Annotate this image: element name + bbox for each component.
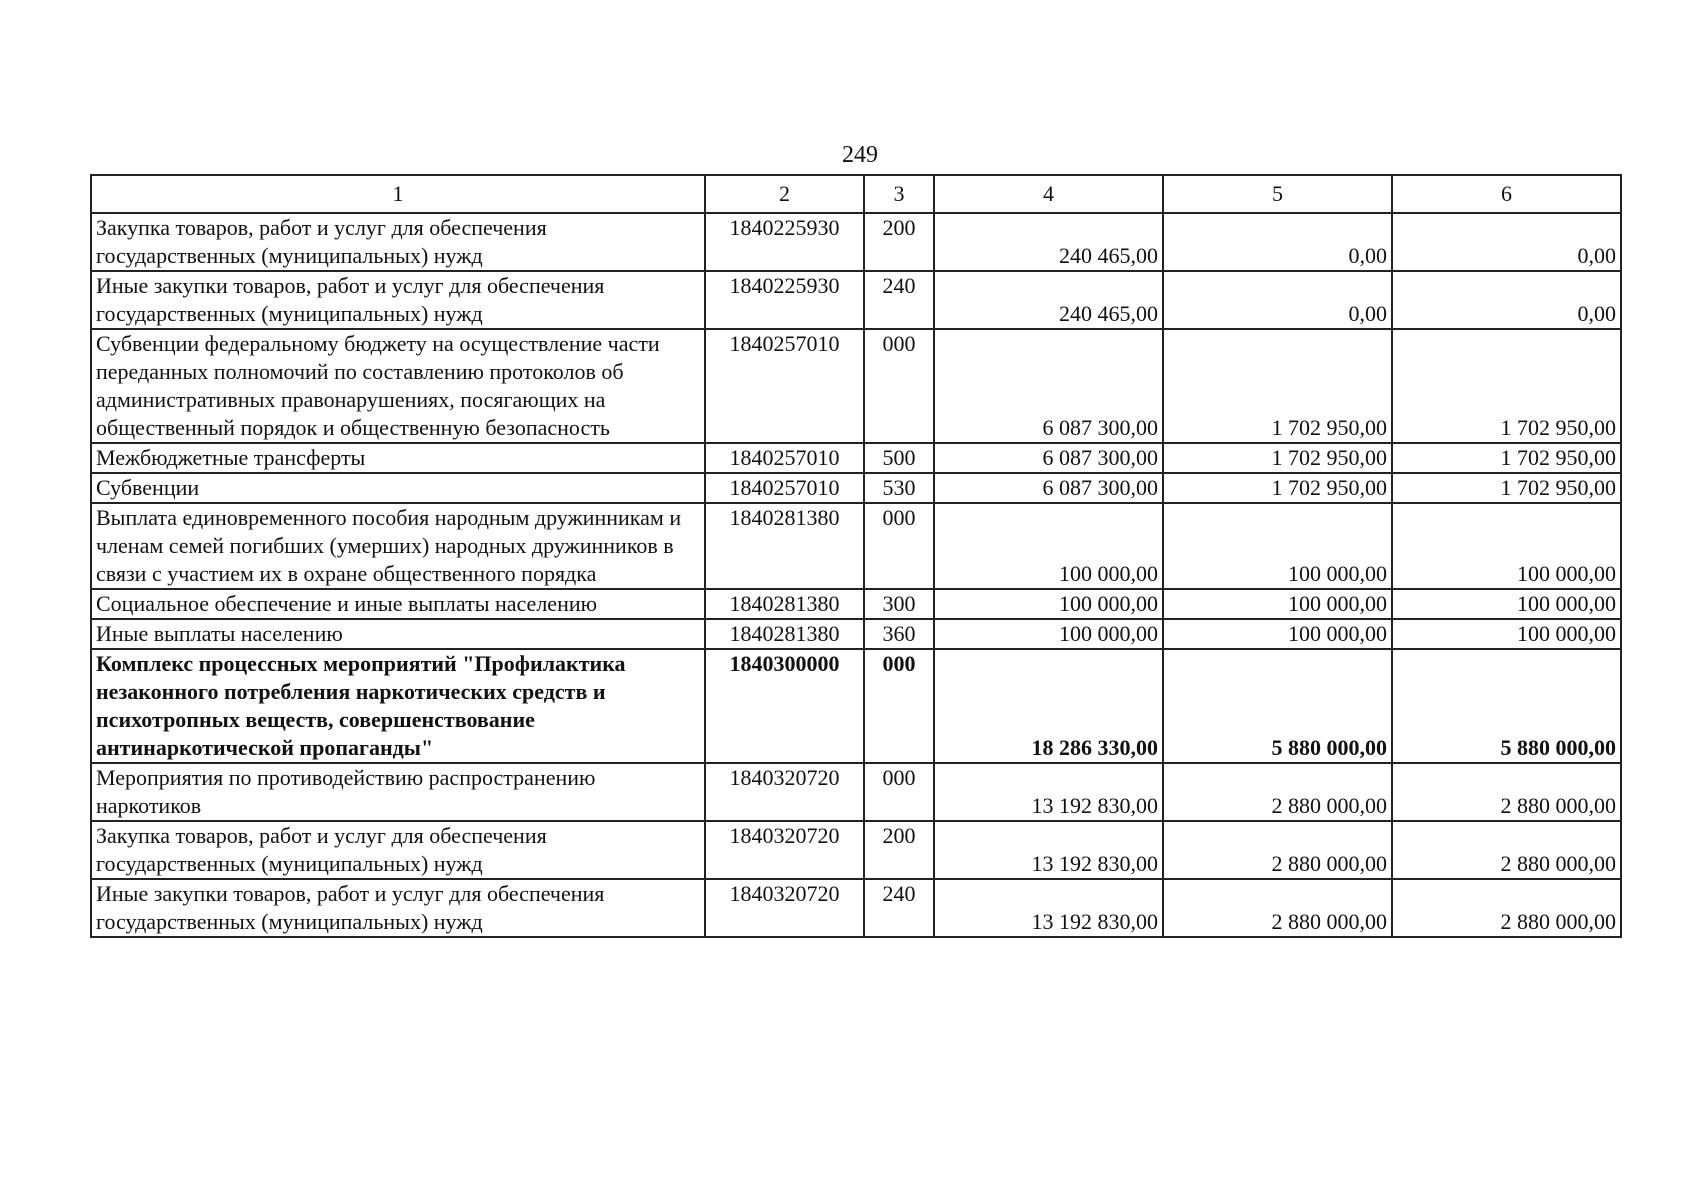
table-row: [91, 763, 1621, 821]
table-row: [91, 271, 1621, 329]
row-value-col4: 6 087 300,00: [934, 473, 1163, 503]
row-value-col5: 1 702 950,00: [1163, 329, 1392, 443]
row-code: 1840281380: [705, 503, 864, 589]
row-value-col6: 2 880 000,00: [1392, 821, 1621, 879]
table-row: [91, 821, 1621, 879]
row-code: 1840320720: [705, 821, 864, 879]
table-row: [91, 473, 1621, 503]
row-value-col5: 100 000,00: [1163, 619, 1392, 649]
column-header: 5: [1163, 175, 1392, 213]
table-row: [91, 879, 1621, 937]
row-value-col6: 100 000,00: [1392, 619, 1621, 649]
page-number: 249: [842, 142, 878, 168]
row-name: Комплекс процессных мероприятий "Профилактика незаконного потребления наркотических средств и психотропных веществ, совершенствование антинаркотической пропаганды": [91, 649, 705, 763]
row-name: Иные закупки товаров, работ и услуг для обеспечения государственных (муниципальных) нужд: [91, 271, 705, 329]
row-value-col5: 0,00: [1163, 271, 1392, 329]
row-code: 1840281380: [705, 589, 864, 619]
row-value-col6: 2 880 000,00: [1392, 879, 1621, 937]
row-value-col5: 0,00: [1163, 213, 1392, 271]
row-value-col4: 13 192 830,00: [934, 821, 1163, 879]
row-value-col5: 1 702 950,00: [1163, 443, 1392, 473]
column-header: 3: [864, 175, 934, 213]
row-value-col4: 100 000,00: [934, 619, 1163, 649]
row-value-col6: 5 880 000,00: [1392, 649, 1621, 763]
row-value-col6: 0,00: [1392, 271, 1621, 329]
row-name: Выплата единовременного пособия народным дружинникам и членам семей погибших (умерших) народных дружинников в связи с участием их в охране общественного порядка: [91, 503, 705, 589]
row-value-col5: 5 880 000,00: [1163, 649, 1392, 763]
row-code: 1840281380: [705, 619, 864, 649]
table-body: [91, 213, 1621, 937]
row-name: Иные закупки товаров, работ и услуг для обеспечения государственных (муниципальных) нужд: [91, 879, 705, 937]
row-value-col5: 2 880 000,00: [1163, 879, 1392, 937]
row-expense-type: 000: [864, 329, 934, 443]
table-row: [91, 213, 1621, 271]
row-expense-type: 200: [864, 821, 934, 879]
row-value-col4: 100 000,00: [934, 503, 1163, 589]
row-value-col4: 18 286 330,00: [934, 649, 1163, 763]
row-name: Субвенции федеральному бюджету на осуществление части переданных полномочий по составлению протоколов об административных правонарушениях, посягающих на общественный порядок и общественную безопасность: [91, 329, 705, 443]
row-name: Субвенции: [91, 473, 705, 503]
row-value-col6: 1 702 950,00: [1392, 473, 1621, 503]
row-value-col4: 13 192 830,00: [934, 879, 1163, 937]
row-name: Закупка товаров, работ и услуг для обеспечения государственных (муниципальных) нужд: [91, 213, 705, 271]
row-expense-type: 000: [864, 503, 934, 589]
row-expense-type: 240: [864, 879, 934, 937]
row-value-col4: 100 000,00: [934, 589, 1163, 619]
table-row: [91, 619, 1621, 649]
row-code: 1840320720: [705, 879, 864, 937]
row-value-col5: 100 000,00: [1163, 589, 1392, 619]
column-header: 1: [91, 175, 705, 213]
column-header: 4: [934, 175, 1163, 213]
row-name: Социальное обеспечение и иные выплаты населению: [91, 589, 705, 619]
row-value-col4: 6 087 300,00: [934, 329, 1163, 443]
row-expense-type: 000: [864, 763, 934, 821]
row-value-col4: 6 087 300,00: [934, 443, 1163, 473]
row-value-col6: 100 000,00: [1392, 503, 1621, 589]
row-code: 1840225930: [705, 213, 864, 271]
row-value-col6: 0,00: [1392, 213, 1621, 271]
row-value-col5: 1 702 950,00: [1163, 473, 1392, 503]
row-code: 1840257010: [705, 443, 864, 473]
row-value-col6: 1 702 950,00: [1392, 329, 1621, 443]
row-value-col4: 240 465,00: [934, 213, 1163, 271]
table-row: [91, 443, 1621, 473]
row-code: 1840225930: [705, 271, 864, 329]
row-name: Закупка товаров, работ и услуг для обеспечения государственных (муниципальных) нужд: [91, 821, 705, 879]
row-expense-type: 500: [864, 443, 934, 473]
row-value-col4: 13 192 830,00: [934, 763, 1163, 821]
header-row: [91, 175, 1621, 213]
row-expense-type: 300: [864, 589, 934, 619]
table-row: [91, 649, 1621, 763]
column-header: 2: [705, 175, 864, 213]
row-expense-type: 200: [864, 213, 934, 271]
column-header: 6: [1392, 175, 1621, 213]
row-value-col4: 240 465,00: [934, 271, 1163, 329]
row-name: Мероприятия по противодействию распространению наркотиков: [91, 763, 705, 821]
row-code: 1840320720: [705, 763, 864, 821]
row-value-col5: 2 880 000,00: [1163, 763, 1392, 821]
row-value-col5: 2 880 000,00: [1163, 821, 1392, 879]
row-name: Иные выплаты населению: [91, 619, 705, 649]
row-code: 1840257010: [705, 329, 864, 443]
row-value-col6: 2 880 000,00: [1392, 763, 1621, 821]
row-expense-type: 530: [864, 473, 934, 503]
row-value-col6: 1 702 950,00: [1392, 443, 1621, 473]
table-row: [91, 329, 1621, 443]
row-value-col6: 100 000,00: [1392, 589, 1621, 619]
row-code: 1840300000: [705, 649, 864, 763]
row-expense-type: 240: [864, 271, 934, 329]
row-expense-type: 000: [864, 649, 934, 763]
table-row: [91, 589, 1621, 619]
row-code: 1840257010: [705, 473, 864, 503]
row-expense-type: 360: [864, 619, 934, 649]
table-row: [91, 503, 1621, 589]
budget-table: [90, 174, 1622, 938]
row-value-col5: 100 000,00: [1163, 503, 1392, 589]
row-name: Межбюджетные трансферты: [91, 443, 705, 473]
